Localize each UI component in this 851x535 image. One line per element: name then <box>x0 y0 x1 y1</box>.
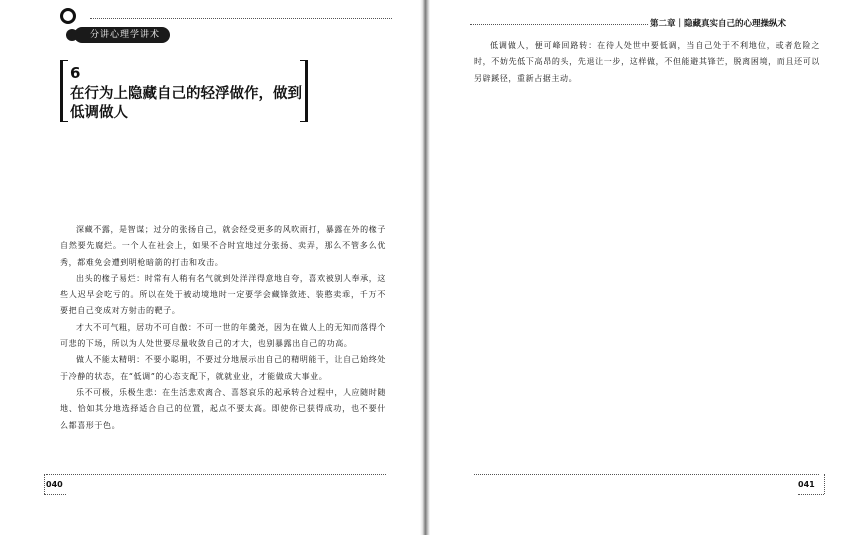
paragraph: 出头的椽子易烂：时常有人稍有名气就到处洋洋得意地自夸，喜欢被别人奉承，这些人迟早会吃亏的。所以在处于被动境地时一定要学会藏锋敛迹、装憨卖乖，千万不要把自己变成对方射击的靶子。 <box>60 273 386 316</box>
chapter-header: 第二章｜隐藏真实自己的心理操纵术 <box>650 19 787 29</box>
left-body-text <box>60 222 386 434</box>
footer-corner <box>818 474 825 494</box>
header-divider <box>90 18 392 19</box>
paragraph: 深藏不露，是智谋；过分的张扬自己，就会经受更多的风吹雨打，暴露在外的椽子自然要先腐烂。一个人在社会上，如果不合时宜地过分张扬、卖弄，那么不管多么优秀，都难免会遭到明枪暗箭的打击和攻击。 <box>60 225 386 267</box>
heading-bracket-left <box>60 60 68 122</box>
paragraph: 乐不可极，乐极生悲：在生活悲欢离合、喜怒哀乐的起承转合过程中，人应随时随地、恰如其分地选择适合自己的位置，起点不要太高。即使你已获得成功，也不要什么都喜形于色。 <box>60 387 386 430</box>
section-heading <box>60 60 308 120</box>
paragraph: 才大不可气粗，居功不可自傲：不可一世的年羹尧，因为在做人上的无知而落得个可悲的下场，所以为人处世要尽量收敛自己的才大，也别暴露出自己的功高。 <box>60 322 386 349</box>
footer-divider <box>46 474 386 475</box>
section-title: 在行为上隐藏自己的轻浮做作，做到低调做人 <box>70 85 302 121</box>
page-number: 040 <box>46 480 63 489</box>
left-page <box>0 0 420 535</box>
paragraph: 做人不能太精明：不要小聪明，不要过分地展示出自己的精明能干，让自己始终处于冷静的状态，在“低调”的心态支配下，就就业业，才能做成大事业。 <box>60 355 386 381</box>
right-page <box>430 0 851 535</box>
footer-corner-bottom <box>798 494 824 495</box>
paragraph: 低调做人，便可峰回路转：在待人处世中要低调，当自己处于不利地位，或者危险之时，不妨先低下高昂的头，先退让一步，这样做，不但能避其锋芒，脱离困境，而且还可以另辟蹊径，重新占据主动。 <box>474 41 820 83</box>
page-number: 041 <box>798 480 815 489</box>
footer-divider <box>474 474 819 475</box>
header-divider <box>470 24 648 25</box>
series-title: 分讲心理学讲术 <box>74 27 170 43</box>
ring-icon <box>60 8 76 24</box>
book-spine <box>420 0 430 535</box>
right-body-text <box>474 38 820 87</box>
footer-corner-bottom <box>44 494 66 495</box>
section-number: 6 <box>70 64 81 82</box>
